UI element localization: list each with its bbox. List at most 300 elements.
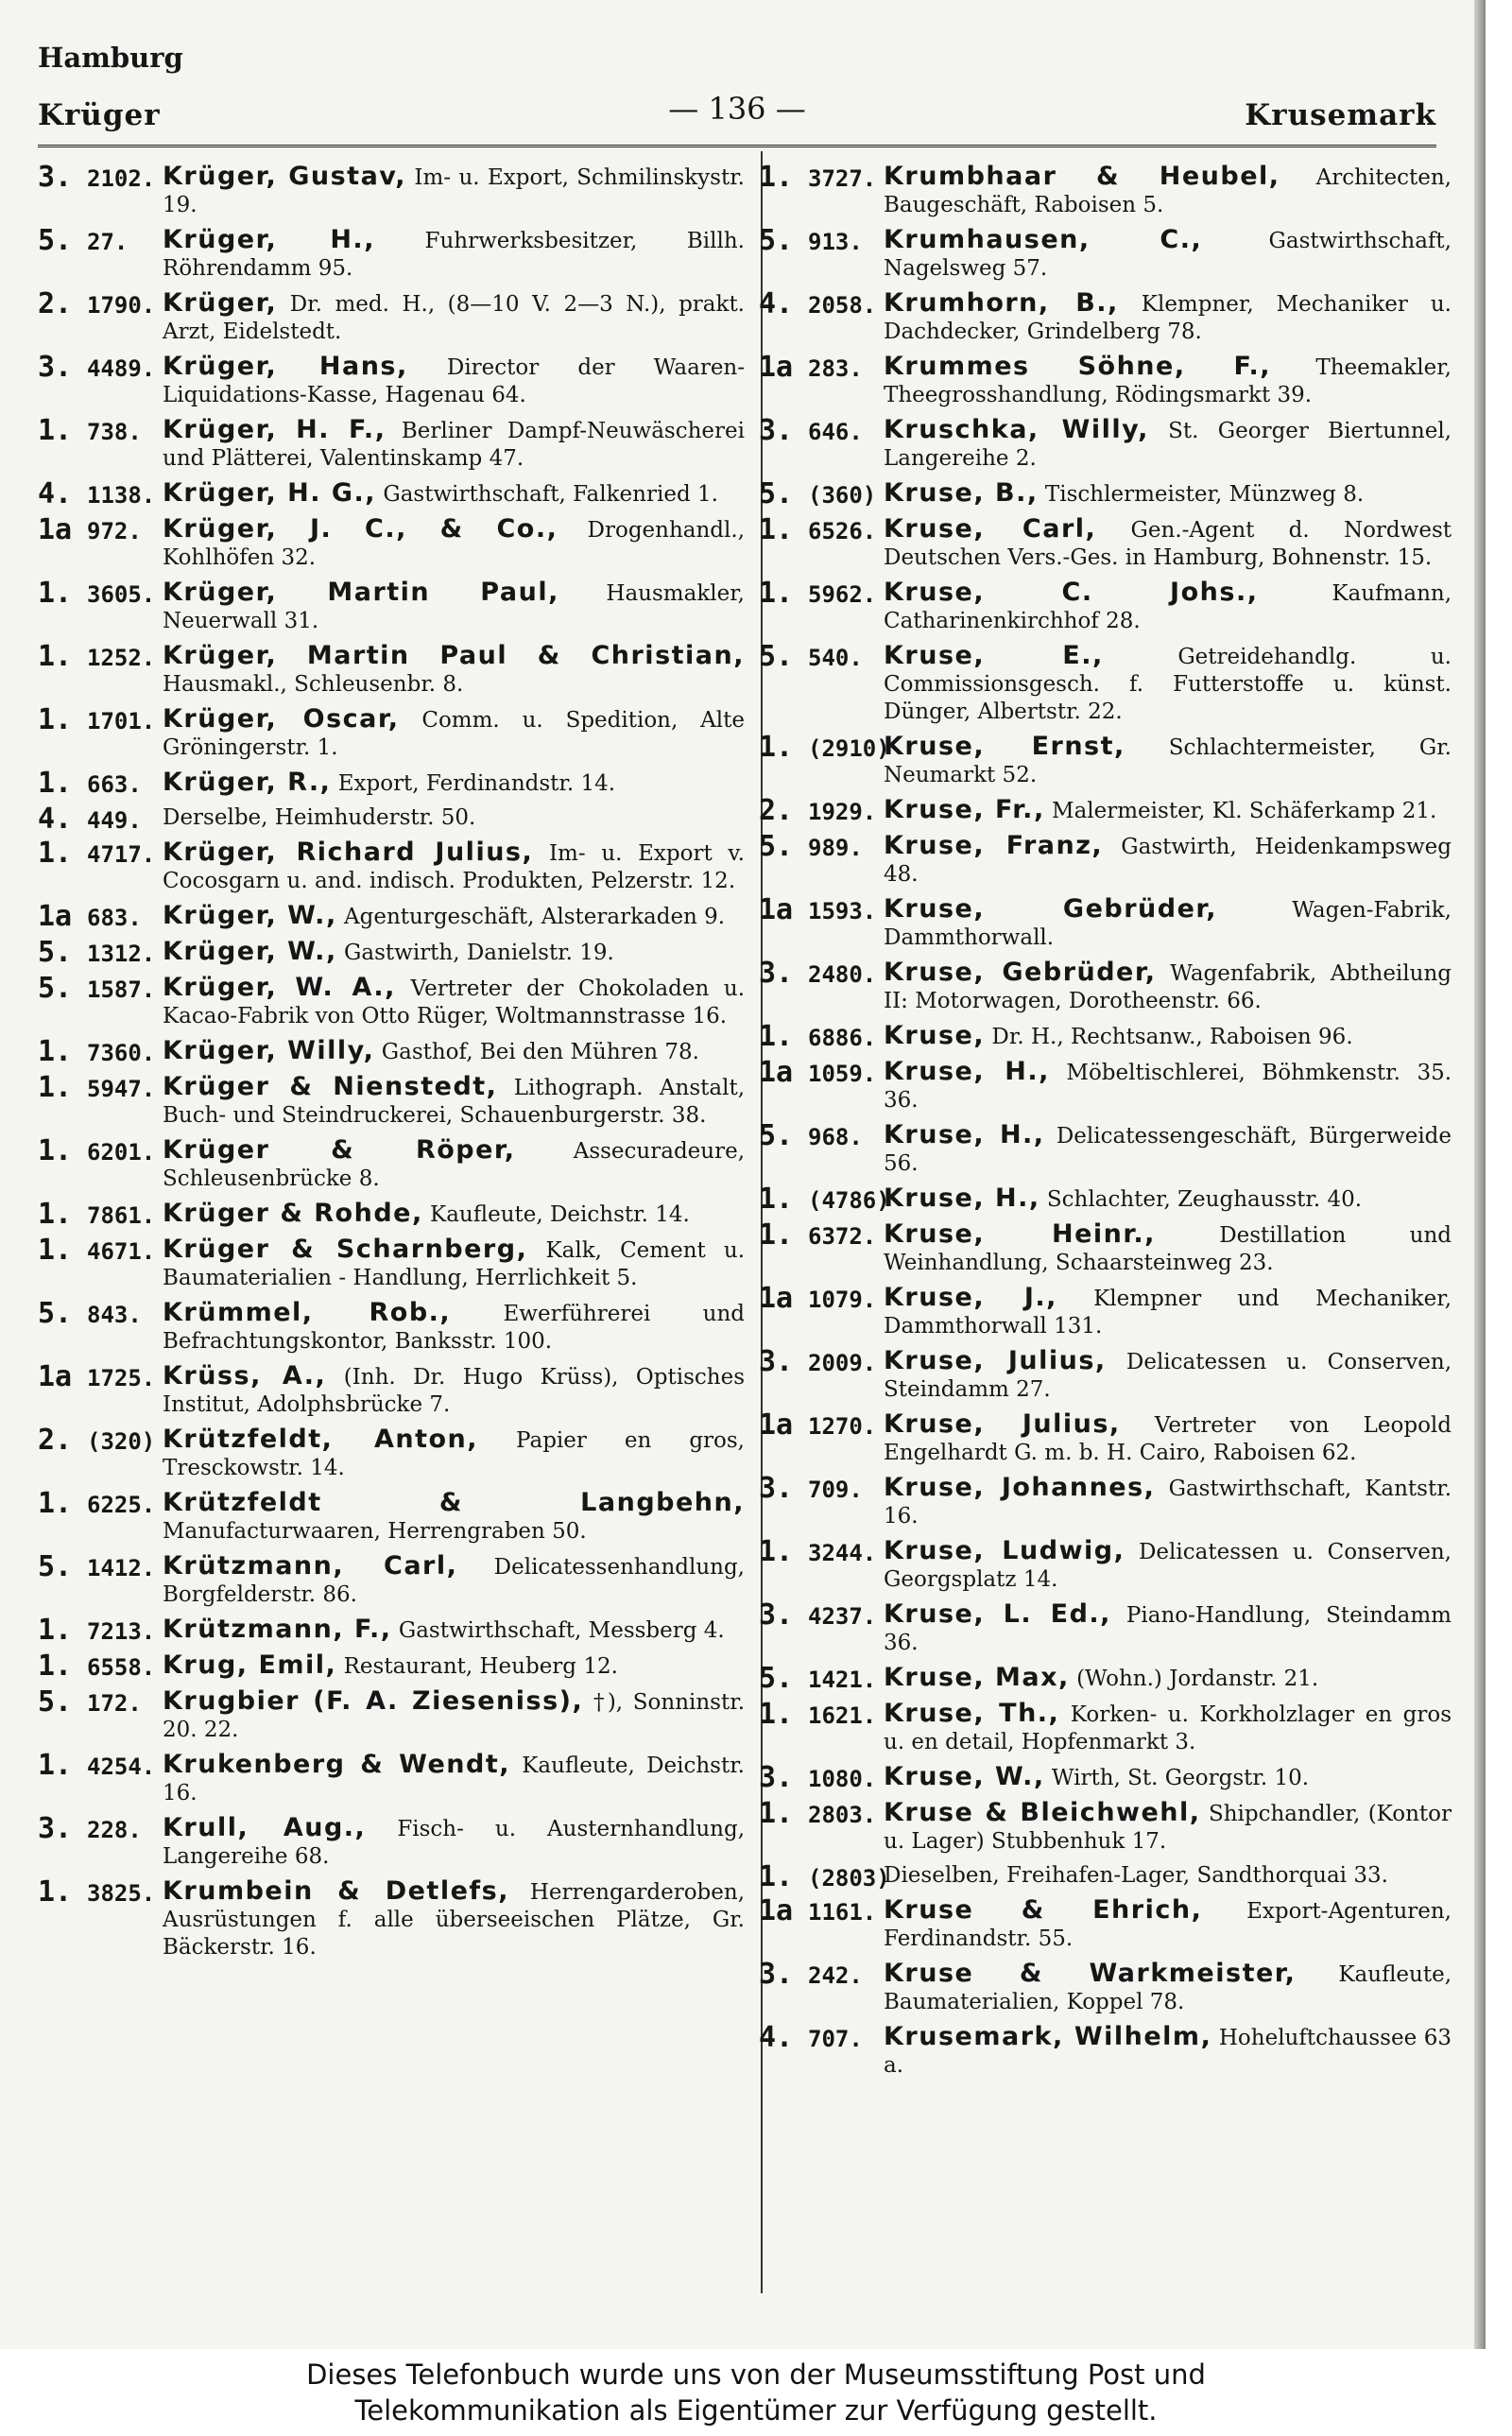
subscriber-name: Kruse, Heinr., xyxy=(884,1219,1156,1249)
subscriber-name: Kruse & Bleichwehl, xyxy=(884,1798,1201,1827)
subscriber-name: Krüger, Gustav, xyxy=(163,162,406,191)
subscriber-details: Fuhrwerksbesitzer, Billh. Röhrendamm 95. xyxy=(163,229,745,281)
subscriber-details: Delicatessenhandlung, Borgfelderstr. 86. xyxy=(163,1555,745,1607)
exchange-code: 1a xyxy=(38,900,73,933)
line-number: 1079. xyxy=(808,1287,877,1313)
directory-entry xyxy=(759,579,1455,635)
exchange-code: 5. xyxy=(759,1119,794,1152)
subscriber-name: Krug, Emil, xyxy=(163,1650,337,1680)
line-number: 6886. xyxy=(808,1025,877,1051)
line-number: 2009. xyxy=(808,1350,877,1376)
phone-number xyxy=(38,1812,159,1845)
subscriber-name: Krüger, Willy, xyxy=(163,1036,375,1065)
phone-number xyxy=(759,1472,880,1505)
line-number: 4489. xyxy=(87,355,156,382)
subscriber-details: Gen.-Agent d. Nordwest Deutschen Vers.-Ges. in Hamburg, Bohnenstr. 15. xyxy=(884,518,1452,570)
phone-number xyxy=(759,1860,890,1893)
directory-entry xyxy=(38,1751,748,1807)
subscriber-details: Delicatessen u. Conserven, Georgsplatz 14. xyxy=(884,1540,1452,1592)
exchange-code: 5. xyxy=(759,1662,794,1695)
directory-entry xyxy=(38,416,748,473)
exchange-code: 4. xyxy=(38,803,73,836)
line-number: 172. xyxy=(87,1690,142,1717)
directory-entry xyxy=(38,838,748,895)
phone-number xyxy=(759,731,890,764)
exchange-code: 3. xyxy=(38,161,73,194)
line-number: 2803. xyxy=(808,1802,877,1828)
subscriber-details: Gasthof, Bei den Mühren 78. xyxy=(381,1040,699,1064)
exchange-code: 5. xyxy=(38,972,73,1005)
line-number: 6201. xyxy=(87,1139,156,1166)
directory-entry xyxy=(38,1235,748,1292)
directory-entry xyxy=(38,974,748,1030)
exchange-code: 4. xyxy=(38,477,73,510)
phone-number xyxy=(38,1035,159,1068)
line-number: 738. xyxy=(87,419,142,445)
subscriber-details: Gastwirthschaft, Kantstr. 16. xyxy=(884,1477,1452,1529)
exchange-code: 3. xyxy=(759,1472,794,1505)
line-number: 1790. xyxy=(87,292,156,319)
subscriber-name: Kruse, Julius, xyxy=(884,1346,1107,1375)
phone-number xyxy=(759,1894,880,1927)
subscriber-name: Kruse, Max, xyxy=(884,1663,1070,1692)
subscriber-name: Krüger & Röper, xyxy=(163,1135,516,1165)
directory-entry xyxy=(38,1299,748,1356)
subscriber-name: Kruse & Ehrich, xyxy=(884,1895,1203,1925)
subscriber-name: Kruse, Gebrüder, xyxy=(884,894,1218,924)
subscriber-name: Kruse & Warkmeister, xyxy=(884,1959,1297,1988)
subscriber-details: Piano-Handlung, Steindamm 36. xyxy=(884,1603,1452,1655)
exchange-code: 5. xyxy=(38,1685,73,1719)
line-number: 4237. xyxy=(808,1603,877,1630)
exchange-code: 1. xyxy=(759,1698,794,1731)
line-number: 707. xyxy=(808,2026,863,2052)
exchange-code: 1a xyxy=(759,1056,794,1089)
directory-entry xyxy=(38,289,748,346)
subscriber-name: Kruse, W., xyxy=(884,1762,1045,1791)
exchange-code: 2. xyxy=(38,287,73,320)
exchange-code: 5. xyxy=(759,830,794,863)
line-number: 283. xyxy=(808,355,863,382)
exchange-code: 5. xyxy=(759,477,794,510)
directory-entry xyxy=(759,1410,1455,1467)
phone-number xyxy=(38,579,159,609)
subscriber-name: Krummes Söhne, F., xyxy=(884,352,1272,381)
phone-number xyxy=(759,579,880,609)
phone-number xyxy=(38,769,159,799)
page-header xyxy=(38,42,1436,146)
exchange-code: 1. xyxy=(759,577,794,610)
subscriber-details: Kaufmann, Catharinenkirchhof 28. xyxy=(884,581,1452,633)
exchange-code: 1. xyxy=(38,767,73,800)
exchange-code: 5. xyxy=(38,936,73,969)
subscriber-details: Herrengarderoben, Ausrüstungen f. alle überseeischen Plätze, Gr. Bäckerstr. 16. xyxy=(163,1880,746,1960)
subscriber-details: †), Sonninstr. 20. 22. xyxy=(163,1690,746,1742)
phone-number xyxy=(759,287,880,320)
exchange-code: 1. xyxy=(759,1183,794,1216)
exchange-code: 1. xyxy=(38,1487,73,1520)
phone-number xyxy=(759,414,880,447)
exchange-code: 1. xyxy=(759,1797,794,1830)
subscriber-details: Kalk, Cement u. Baumaterialien - Handlung, Herrlichkeit 5. xyxy=(163,1238,746,1290)
subscriber-details: Hausmakler, Neuerwall 31. xyxy=(163,581,745,633)
subscriber-details: Comm. u. Spedition, Alte Gröningerstr. 1. xyxy=(163,708,745,760)
exchange-code: 1a xyxy=(38,513,73,546)
directory-entry xyxy=(759,2023,1455,2080)
left-column xyxy=(38,163,748,1968)
line-number: (360) xyxy=(808,482,877,509)
subscriber-details: Theemakler, Theegrosshandlung, Rödingsmarkt 39. xyxy=(884,355,1452,407)
directory-entry xyxy=(759,1700,1455,1756)
line-number: 1701. xyxy=(87,708,156,734)
directory-entry xyxy=(759,1537,1455,1594)
subscriber-details: Gastwirthschaft, Nagelsweg 57. xyxy=(884,229,1452,281)
exchange-code: 1. xyxy=(38,1198,73,1231)
exchange-code: 1. xyxy=(38,1650,73,1683)
exchange-code: 1. xyxy=(38,837,73,870)
subscriber-name: Krumbein & Detlefs, xyxy=(163,1876,509,1906)
directory-entry xyxy=(38,642,748,699)
subscriber-details: Möbeltischlerei, Böhmkenstr. 35. 36. xyxy=(884,1061,1452,1113)
phone-number xyxy=(38,900,159,933)
directory-entry xyxy=(759,1058,1455,1114)
directory-entry xyxy=(759,1799,1455,1856)
subscriber-details: Restaurant, Heuberg 12. xyxy=(343,1654,618,1679)
exchange-code: 3. xyxy=(759,414,794,447)
line-number: 663. xyxy=(87,771,142,798)
directory-entry xyxy=(759,479,1455,509)
subscriber-details: Agenturgeschäft, Alsterarkaden 9. xyxy=(344,905,726,929)
directory-entry xyxy=(759,1121,1455,1178)
directory-entry xyxy=(38,353,748,409)
subscriber-name: Krukenberg & Wendt, xyxy=(163,1750,510,1779)
subscriber-details: Director der Waaren-Liquidations-Kasse, Hagenau 64. xyxy=(163,355,746,407)
directory-entry xyxy=(759,1960,1455,2016)
header-right-keyword: Krusemark xyxy=(1245,98,1436,132)
directory-entry xyxy=(38,1552,748,1609)
directory-entry xyxy=(759,1184,1455,1214)
line-number: 1252. xyxy=(87,645,156,671)
subscriber-name: Kruse, Franz, xyxy=(884,831,1104,860)
subscriber-details: St. Georger Biertunnel, Langereihe 2. xyxy=(884,419,1452,471)
phone-number xyxy=(759,351,880,384)
phone-number xyxy=(759,959,880,989)
subscriber-name: Kruse, Ernst, xyxy=(884,732,1125,761)
subscriber-details: Vertreter von Leopold Engelhardt G. m. b. H. Cairo, Raboisen 62. xyxy=(884,1413,1452,1465)
directory-entry xyxy=(759,353,1455,409)
subscriber-name: Krüger, W., xyxy=(163,937,337,966)
directory-entry xyxy=(759,959,1455,1015)
page-number: — 136 — xyxy=(668,91,806,127)
directory-entry xyxy=(759,1896,1455,1953)
phone-number xyxy=(38,224,159,257)
subscriber-details: Export-Agenturen, Ferdinandstr. 55. xyxy=(884,1899,1452,1951)
phone-number xyxy=(38,477,159,510)
subscriber-details: Getreidehandlg. u. Commissionsgesch. f. Futterstoffe u. künst. Dünger, Albertstr. 22. xyxy=(884,645,1452,724)
line-number: 1593. xyxy=(808,898,877,924)
exchange-code: 1. xyxy=(38,1035,73,1068)
line-number: 5962. xyxy=(808,581,877,608)
exchange-code: 1. xyxy=(38,703,73,736)
subscriber-name: Kruse, H., xyxy=(884,1057,1050,1086)
subscriber-details: Malermeister, Kl. Schäferkamp 21. xyxy=(1052,799,1437,823)
subscriber-name: Kruse, Th., xyxy=(884,1699,1060,1728)
subscriber-details: Korken- u. Korkholzlager en gros u. en detail, Hopfenmarkt 3. xyxy=(884,1702,1452,1754)
exchange-code: 3. xyxy=(759,1345,794,1378)
exchange-code: 3. xyxy=(759,1761,794,1794)
phone-number xyxy=(759,893,880,926)
subscriber-details: Lithograph. Anstalt, Buch- und Steindruckerei, Schauenburgerstr. 38. xyxy=(163,1076,746,1128)
subscriber-name: Kruse, Ludwig, xyxy=(884,1536,1125,1565)
line-number: 1621. xyxy=(808,1702,877,1729)
line-number: 228. xyxy=(87,1817,142,1843)
phone-number xyxy=(759,1761,880,1794)
subscriber-details: Drogenhandl., Kohlhöfen 32. xyxy=(163,518,746,570)
subscriber-details: Hausmakl., Schleusenbr. 8. xyxy=(163,672,464,697)
directory-entry xyxy=(38,515,748,572)
subscriber-details: Architecten, Baugeschäft, Raboisen 5. xyxy=(884,165,1452,217)
subscriber-details: Klempner, Mechaniker u. Dachdecker, Grindelberg 78. xyxy=(884,292,1452,344)
phone-number xyxy=(38,1426,159,1456)
directory-entry xyxy=(38,938,748,967)
exchange-code: 3. xyxy=(759,1598,794,1632)
subscriber-name: Krumbhaar & Heubel, xyxy=(884,162,1280,191)
phone-number xyxy=(759,224,880,257)
exchange-code: 4. xyxy=(759,287,794,320)
line-number: 3605. xyxy=(87,581,156,608)
subscriber-name: Kruse, C. Johs., xyxy=(884,578,1259,607)
subscriber-details: Gastwirth, Danielstr. 19. xyxy=(344,941,614,965)
phone-number xyxy=(38,1685,159,1719)
subscriber-details: Delicatessengeschäft, Bürgerweide 56. xyxy=(884,1124,1452,1176)
line-number: 6558. xyxy=(87,1654,156,1681)
exchange-code: 2. xyxy=(38,1424,73,1457)
subscriber-details: Wagenfabrik, Abtheilung II: Motorwagen, Dorotheenstr. 66. xyxy=(884,961,1452,1013)
phone-number xyxy=(38,1652,159,1682)
directory-entry xyxy=(759,733,1455,789)
subscriber-details: Kaufleute, Deichstr. 14. xyxy=(430,1202,690,1227)
subscriber-name: Krugbier (F. A. Zieseniss), xyxy=(163,1686,584,1716)
phone-number xyxy=(759,1218,880,1252)
subscriber-details: Papier en gros, Tresckowstr. 14. xyxy=(163,1428,745,1480)
phone-number xyxy=(38,703,159,736)
subscriber-name: Krüger, Richard Julius, xyxy=(163,838,534,867)
directory-entry xyxy=(38,479,748,509)
subscriber-name: Kruse, xyxy=(884,1021,986,1050)
footer-line-2: Telekommunikation als Eigentümer zur Verfügung gestellt. xyxy=(354,2394,1158,2427)
phone-number xyxy=(38,1134,159,1167)
line-number: 6526. xyxy=(808,518,877,544)
phone-number xyxy=(38,972,159,1005)
subscriber-name: Krüger, W., xyxy=(163,901,337,930)
header-city: Hamburg xyxy=(38,42,183,74)
directory-entry xyxy=(759,1763,1455,1792)
header-divider xyxy=(38,145,1436,147)
line-number: 6372. xyxy=(808,1223,877,1250)
subscriber-name: Krützfeldt, Anton, xyxy=(163,1425,479,1454)
exchange-code: 1. xyxy=(759,1020,794,1053)
phone-number xyxy=(759,1408,880,1442)
subscriber-name: Krüger, Martin Paul & Christian, xyxy=(163,641,745,670)
subscriber-details: Im- u. Export v. Cocosgarn u. and. indisch. Produkten, Pelzerstr. 12. xyxy=(163,841,745,893)
directory-entry xyxy=(759,1860,1455,1893)
phone-number xyxy=(759,161,880,194)
line-number: 989. xyxy=(808,835,863,861)
line-number: 4254. xyxy=(87,1754,156,1780)
header-left-keyword: Krüger xyxy=(38,98,161,132)
line-number: 913. xyxy=(808,229,863,255)
exchange-code: 5. xyxy=(38,1550,73,1583)
subscriber-details: Wirth, St. Georgstr. 10. xyxy=(1051,1766,1310,1790)
footer-line-1: Dieses Telefonbuch wurde uns von der Museumsstiftung Post und xyxy=(306,2358,1206,2391)
exchange-code: 1. xyxy=(759,161,794,194)
subscriber-name: Krüger, Martin Paul, xyxy=(163,578,559,607)
phone-number xyxy=(759,830,880,863)
exchange-code: 1. xyxy=(38,577,73,610)
subscriber-details: (Inh. Dr. Hugo Krüss), Optisches Institut, Adolphsbrücke 7. xyxy=(163,1365,746,1417)
directory-entry xyxy=(38,163,748,219)
subscriber-details: Dr. H., Rechtsanw., Raboisen 96. xyxy=(991,1025,1353,1049)
exchange-code: 1. xyxy=(38,1071,73,1104)
directory-entry xyxy=(759,796,1455,825)
line-number: 1412. xyxy=(87,1555,156,1581)
line-number: 1725. xyxy=(87,1365,156,1391)
directory-entry xyxy=(759,1284,1455,1340)
exchange-code: 1a xyxy=(38,1360,73,1393)
line-number: 843. xyxy=(87,1302,142,1328)
line-number: 3825. xyxy=(87,1880,156,1907)
line-number: 449. xyxy=(87,807,142,834)
phone-number xyxy=(759,1282,880,1315)
subscriber-details: Destillation und Weinhandlung, Schaarsteinweg 23. xyxy=(884,1223,1452,1275)
line-number: 1270. xyxy=(808,1413,877,1440)
phone-number xyxy=(759,1119,880,1152)
subscriber-details: Dr. med. H., (8—10 V. 2—3 N.), prakt. Arzt, Eidelstedt. xyxy=(163,292,745,344)
subscriber-details: Gastwirthschaft, Falkenried 1. xyxy=(383,482,718,507)
subscriber-details: (Wohn.) Jordanstr. 21. xyxy=(1076,1667,1319,1691)
line-number: 1059. xyxy=(808,1061,877,1087)
subscriber-name: Krüger, H., xyxy=(163,225,375,254)
phone-number xyxy=(38,936,159,969)
phone-number xyxy=(38,1875,159,1909)
line-number: 4717. xyxy=(87,841,156,868)
subscriber-name: Kruse, Julius, xyxy=(884,1409,1121,1439)
directory-entry xyxy=(38,769,748,798)
phone-number xyxy=(759,1183,890,1216)
phone-number xyxy=(759,1056,880,1089)
exchange-code: 3. xyxy=(38,351,73,384)
line-number: 540. xyxy=(808,645,863,671)
subscriber-name: Krüger, J. C., & Co., xyxy=(163,514,558,544)
directory-entry xyxy=(759,289,1455,346)
directory-entry xyxy=(38,1425,748,1482)
phone-number xyxy=(759,1662,880,1695)
subscriber-details: Klempner und Mechaniker, Dammthorwall 131. xyxy=(884,1287,1452,1339)
exchange-code: 1. xyxy=(759,731,794,764)
line-number: (2910) xyxy=(808,735,890,762)
subscriber-details: Gastwirthschaft, Messberg 4. xyxy=(398,1618,725,1643)
phone-number xyxy=(759,1598,880,1632)
subscriber-details: Manufacturwaaren, Herrengraben 50. xyxy=(163,1519,587,1544)
phone-number xyxy=(38,513,159,546)
subscriber-details: Assecuradeure, Schleusenbrücke 8. xyxy=(163,1139,746,1191)
subscriber-name: Krüger, H. F., xyxy=(163,415,387,444)
exchange-code: 1. xyxy=(38,1875,73,1909)
line-number: (320) xyxy=(87,1428,156,1455)
line-number: 972. xyxy=(87,518,142,544)
line-number: 3727. xyxy=(808,165,877,192)
directory-entry xyxy=(38,1489,748,1546)
phone-number xyxy=(759,513,880,546)
subscriber-name: Krüger, R., xyxy=(163,768,332,797)
exchange-code: 3. xyxy=(759,1958,794,1991)
directory-entry xyxy=(38,1073,748,1130)
line-number: 6225. xyxy=(87,1492,156,1518)
subscriber-details: Dieselben, Freihafen-Lager, Sandthorquai 33. xyxy=(884,1863,1388,1888)
subscriber-name: Kruse, H., xyxy=(884,1183,1040,1213)
directory-entry xyxy=(759,416,1455,473)
ownership-footer xyxy=(0,2349,1512,2436)
subscriber-name: Kruse, L. Ed., xyxy=(884,1599,1111,1629)
directory-entry xyxy=(38,1687,748,1744)
subscriber-details: Shipchandler, (Kontor u. Lager) Stubbenhuk 17. xyxy=(884,1802,1452,1854)
subscriber-name: Krüger & Nienstedt, xyxy=(163,1072,498,1101)
subscriber-name: Krützmann, Carl, xyxy=(163,1551,458,1581)
line-number: 2058. xyxy=(808,292,877,319)
directory-entry xyxy=(38,1037,748,1066)
exchange-code: 3. xyxy=(759,957,794,990)
phone-number xyxy=(38,1198,159,1231)
phone-number xyxy=(38,414,159,447)
subscriber-name: Kruse, H., xyxy=(884,1120,1045,1149)
phone-number xyxy=(759,1698,880,1731)
subscriber-details: Tischlermeister, Münzweg 8. xyxy=(1044,482,1365,507)
line-number: 1161. xyxy=(808,1899,877,1926)
phone-number xyxy=(38,1487,159,1520)
line-number: 1080. xyxy=(808,1766,877,1792)
directory-entry xyxy=(38,226,748,283)
exchange-code: 1. xyxy=(38,1749,73,1782)
subscriber-details: Im- u. Export, Schmilinskystr. 19. xyxy=(163,165,745,217)
subscriber-details: Fisch- u. Austernhandlung, Langereihe 68. xyxy=(163,1817,746,1869)
line-number: 709. xyxy=(808,1477,863,1503)
subscriber-name: Kruse, Carl, xyxy=(884,514,1097,544)
subscriber-details: Delicatessen u. Conserven, Steindamm 27. xyxy=(884,1350,1452,1402)
subscriber-details: Kaufleute, Deichstr. 16. xyxy=(163,1754,745,1805)
subscriber-name: Krumhorn, B., xyxy=(884,288,1119,318)
exchange-code: 1. xyxy=(759,1860,794,1893)
directory-entry xyxy=(759,642,1455,726)
line-number: 5947. xyxy=(87,1076,156,1102)
directory-entry xyxy=(38,902,748,931)
exchange-code: 5. xyxy=(759,640,794,673)
line-number: 1929. xyxy=(808,799,877,825)
phone-number xyxy=(759,1020,880,1053)
phone-number xyxy=(759,640,880,673)
subscriber-details: Kaufleute, Baumaterialien, Koppel 78. xyxy=(884,1962,1452,2014)
phone-number xyxy=(759,1797,880,1830)
directory-entry xyxy=(38,1136,748,1193)
directory-entry xyxy=(38,1615,748,1645)
subscriber-details: Vertreter der Chokoladen u. Kacao-Fabrik von Otto Rüger, Woltmannstrasse 16. xyxy=(163,976,746,1028)
directory-entry xyxy=(759,1220,1455,1277)
subscriber-name: Krüss, A., xyxy=(163,1361,327,1391)
subscriber-name: Kruse, Gebrüder, xyxy=(884,958,1157,987)
exchange-code: 1. xyxy=(759,1535,794,1568)
directory-entry xyxy=(759,163,1455,219)
subscriber-name: Kruse, J., xyxy=(884,1283,1057,1312)
exchange-code: 1a xyxy=(759,893,794,926)
